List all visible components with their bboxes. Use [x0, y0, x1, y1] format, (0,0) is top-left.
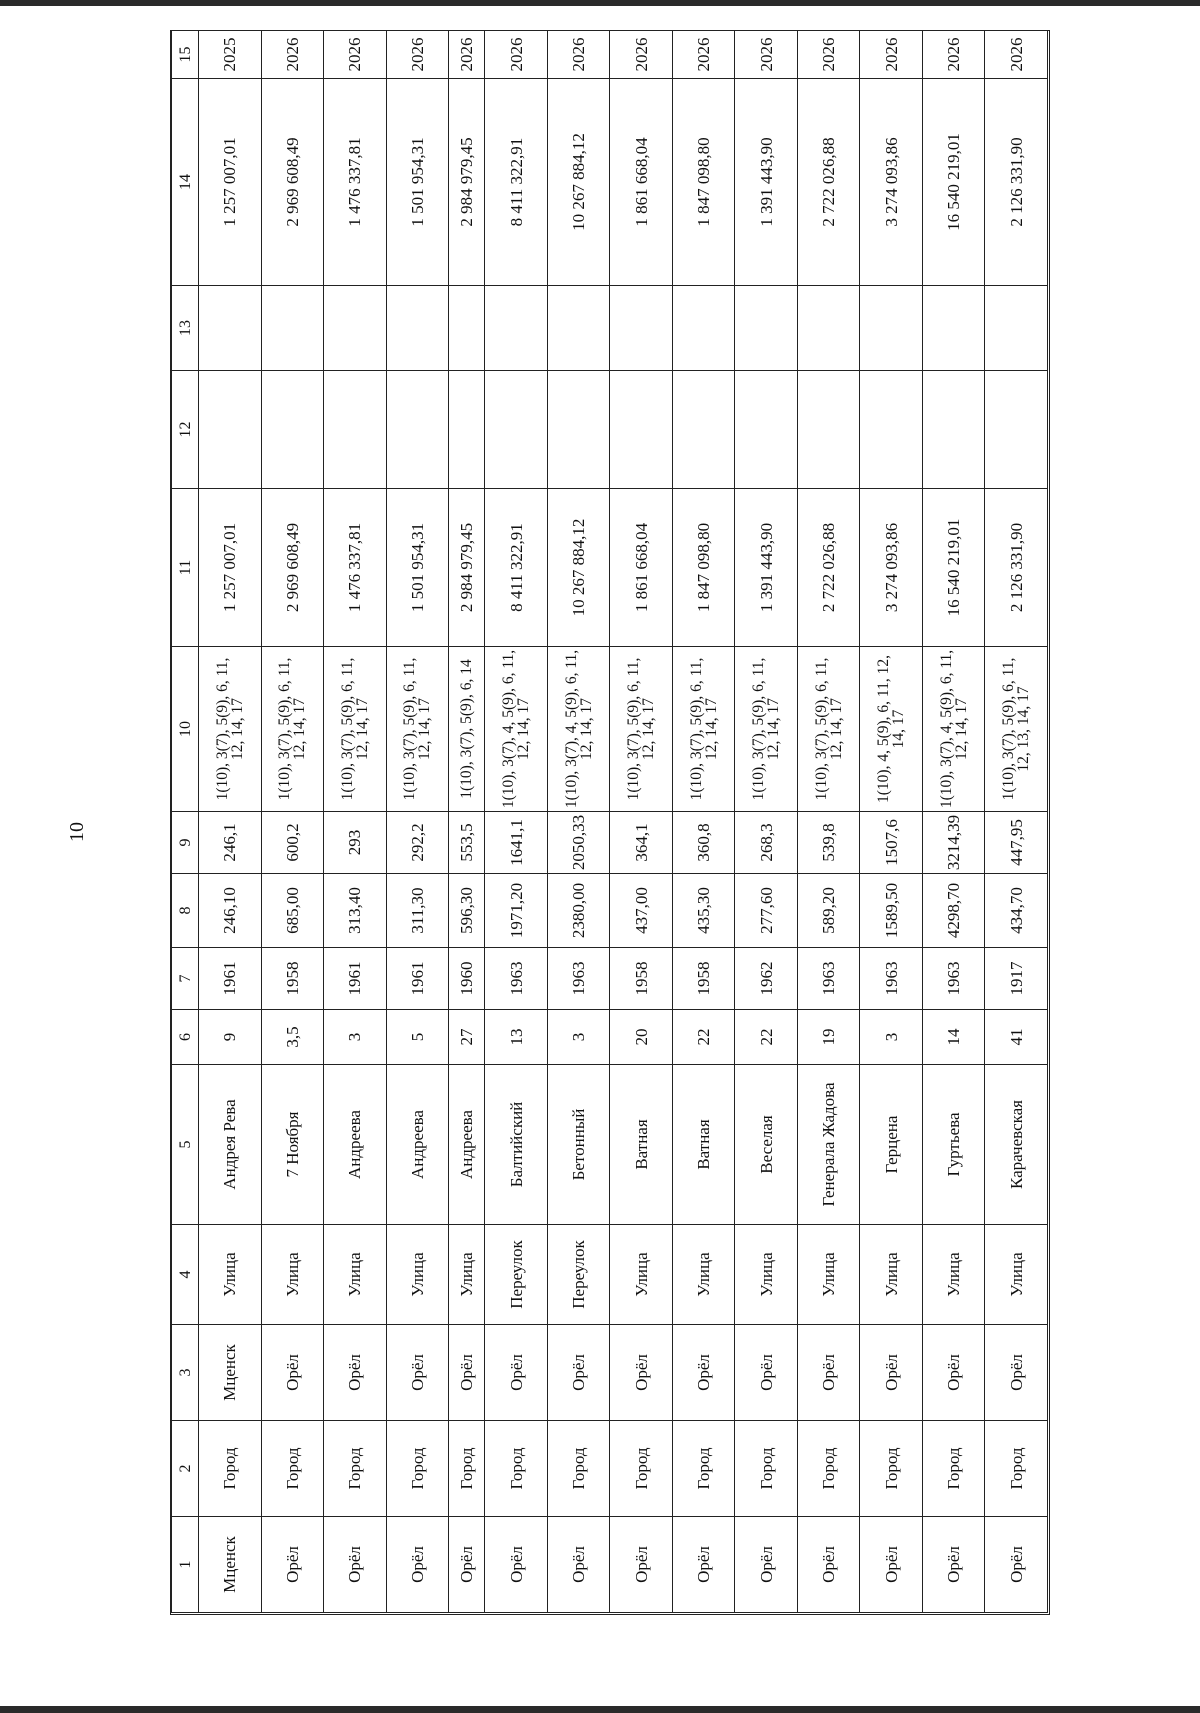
table-cell-col-4: Улица: [860, 1225, 923, 1325]
table-cell-col-3: Орёл: [261, 1325, 324, 1421]
table-cell-col-11: 1 391 443,90: [735, 489, 798, 647]
table-cell-col-7: 1960: [449, 948, 485, 1010]
table-cell-col-12: [860, 371, 923, 489]
column-number-5: 5: [172, 1065, 199, 1225]
table-cell-col-15: 2026: [449, 31, 485, 79]
table-row: [672, 31, 735, 1613]
table-cell-col-13: [985, 286, 1048, 371]
table-cell-col-10: 1(10), 4, 5(9), 6, 11, 12, 14, 17: [860, 647, 923, 812]
table-cell-col-14: 16 540 219,01: [922, 79, 985, 286]
table-cell-col-3: Орёл: [324, 1325, 387, 1421]
table-cell-col-5: Герцена: [860, 1065, 923, 1225]
table-cell-col-9: 246,1: [199, 812, 262, 874]
table-cell-col-10: 1(10), 3(7), 5(9), 6, 11, 12, 14, 17: [610, 647, 673, 812]
table-cell-col-13: [386, 286, 449, 371]
table-row: [797, 31, 860, 1613]
table-cell-col-1: Орёл: [672, 1517, 735, 1613]
table-cell-col-2: Город: [860, 1421, 923, 1517]
table-row: [547, 31, 610, 1613]
bottom-scan-edge: [0, 1706, 1200, 1713]
table-cell-col-10: 1(10), 3(7), 4, 5(9), 6, 11, 12, 14, 17: [922, 647, 985, 812]
table-cell-col-11: 3 274 093,86: [860, 489, 923, 647]
table-body: [199, 31, 1048, 1613]
column-number-8: 8: [172, 874, 199, 948]
table-cell-col-5: Генерала Жадова: [797, 1065, 860, 1225]
table-cell-col-11: 2 969 608,49: [261, 489, 324, 647]
table-cell-col-11: 1 476 337,81: [324, 489, 387, 647]
column-number-11: 11: [172, 489, 199, 647]
table-cell-col-2: Город: [485, 1421, 548, 1517]
top-scan-edge: [0, 0, 1200, 6]
table-cell-col-9: 360,8: [672, 812, 735, 874]
table-cell-col-8: 313,40: [324, 874, 387, 948]
table-cell-col-8: 434,70: [985, 874, 1048, 948]
table-cell-col-7: 1963: [860, 948, 923, 1010]
table-cell-col-4: Улица: [610, 1225, 673, 1325]
table-cell-col-6: 14: [922, 1010, 985, 1065]
table-cell-col-5: Андреева: [324, 1065, 387, 1225]
table-cell-col-9: 268,3: [735, 812, 798, 874]
table-cell-col-3: Орёл: [610, 1325, 673, 1421]
table-cell-col-1: Орёл: [860, 1517, 923, 1613]
table-cell-col-8: 589,20: [797, 874, 860, 948]
table-cell-col-1: Орёл: [449, 1517, 485, 1613]
table-cell-col-6: 5: [386, 1010, 449, 1065]
table-cell-col-7: 1963: [922, 948, 985, 1010]
table-cell-col-9: 553,5: [449, 812, 485, 874]
table-cell-col-6: 20: [610, 1010, 673, 1065]
table-row: [735, 31, 798, 1613]
table-cell-col-4: Переулок: [485, 1225, 548, 1325]
table-cell-col-7: 1961: [324, 948, 387, 1010]
column-number-3: 3: [172, 1325, 199, 1421]
table-cell-col-2: Город: [797, 1421, 860, 1517]
table-row: [261, 31, 324, 1613]
table-cell-col-13: [324, 286, 387, 371]
table-cell-col-13: [610, 286, 673, 371]
table-cell-col-1: Орёл: [261, 1517, 324, 1613]
table-cell-col-12: [449, 371, 485, 489]
table-cell-col-6: 9: [199, 1010, 262, 1065]
table-cell-col-9: 3214,39: [922, 812, 985, 874]
table-cell-col-15: 2025: [199, 31, 262, 79]
table-cell-col-3: Орёл: [547, 1325, 610, 1421]
table-cell-col-2: Город: [324, 1421, 387, 1517]
table-cell-col-5: Веселая: [735, 1065, 798, 1225]
table-cell-col-4: Улица: [386, 1225, 449, 1325]
table-cell-col-3: Орёл: [735, 1325, 798, 1421]
table-cell-col-15: 2026: [324, 31, 387, 79]
table-cell-col-14: 2 126 331,90: [985, 79, 1048, 286]
table-cell-col-11: 1 861 668,04: [610, 489, 673, 647]
table-cell-col-9: 600,2: [261, 812, 324, 874]
table-cell-col-10: 1(10), 3(7), 5(9), 6, 14: [449, 647, 485, 812]
table-cell-col-14: 2 969 608,49: [261, 79, 324, 286]
table-cell-col-5: Ватная: [672, 1065, 735, 1225]
rotated-table-container: [171, 31, 1048, 1613]
table-cell-col-7: 1963: [547, 948, 610, 1010]
table-cell-col-13: [860, 286, 923, 371]
table-cell-col-7: 1963: [797, 948, 860, 1010]
table-cell-col-9: 1507,6: [860, 812, 923, 874]
table-cell-col-8: 2380,00: [547, 874, 610, 948]
table-cell-col-11: 16 540 219,01: [922, 489, 985, 647]
table-cell-col-10: 1(10), 3(7), 5(9), 6, 11, 12, 14, 17: [735, 647, 798, 812]
table-cell-col-2: Город: [199, 1421, 262, 1517]
table-cell-col-3: Орёл: [672, 1325, 735, 1421]
table-cell-col-13: [449, 286, 485, 371]
table-cell-col-2: Город: [261, 1421, 324, 1517]
table-cell-col-8: 1589,50: [860, 874, 923, 948]
table-cell-col-15: 2026: [672, 31, 735, 79]
table-cell-col-3: Орёл: [485, 1325, 548, 1421]
table-cell-col-14: 3 274 093,86: [860, 79, 923, 286]
table-cell-col-14: 1 476 337,81: [324, 79, 387, 286]
column-number-14: 14: [172, 79, 199, 286]
table-cell-col-15: 2026: [485, 31, 548, 79]
table-cell-col-6: 3,5: [261, 1010, 324, 1065]
table-cell-col-15: 2026: [922, 31, 985, 79]
table-cell-col-14: 1 861 668,04: [610, 79, 673, 286]
table-cell-col-12: [324, 371, 387, 489]
table-cell-col-4: Улица: [449, 1225, 485, 1325]
column-number-7: 7: [172, 948, 199, 1010]
table-cell-col-1: Орёл: [985, 1517, 1048, 1613]
table-cell-col-5: Андреева: [386, 1065, 449, 1225]
table-cell-col-9: 539,8: [797, 812, 860, 874]
table-cell-col-8: 4298,70: [922, 874, 985, 948]
table-cell-col-1: Орёл: [610, 1517, 673, 1613]
table-cell-col-6: 22: [735, 1010, 798, 1065]
table-cell-col-8: 246,10: [199, 874, 262, 948]
table-cell-col-8: 685,00: [261, 874, 324, 948]
table-cell-col-15: 2026: [860, 31, 923, 79]
table-cell-col-12: [610, 371, 673, 489]
table-cell-col-12: [547, 371, 610, 489]
table-cell-col-10: 1(10), 3(7), 5(9), 6, 11, 12, 14, 17: [261, 647, 324, 812]
table-row: [985, 31, 1048, 1613]
table-cell-col-6: 3: [324, 1010, 387, 1065]
table-cell-col-3: Орёл: [922, 1325, 985, 1421]
table-cell-col-13: [547, 286, 610, 371]
table-cell-col-8: 277,60: [735, 874, 798, 948]
table-cell-col-13: [261, 286, 324, 371]
table-cell-col-8: 437,00: [610, 874, 673, 948]
table-cell-col-10: 1(10), 3(7), 5(9), 6, 11, 12, 14, 17: [324, 647, 387, 812]
table-cell-col-8: 435,30: [672, 874, 735, 948]
table-row: [449, 31, 485, 1613]
table-cell-col-10: 1(10), 3(7), 5(9), 6, 11, 12, 14, 17: [797, 647, 860, 812]
table-row: [922, 31, 985, 1613]
table-row: [860, 31, 923, 1613]
column-number-15: 15: [172, 31, 199, 79]
table-cell-col-7: 1961: [386, 948, 449, 1010]
table-cell-col-12: [261, 371, 324, 489]
table-row: [386, 31, 449, 1613]
table-cell-col-6: 13: [485, 1010, 548, 1065]
page-number: 10: [66, 822, 88, 842]
table-cell-col-1: Орёл: [735, 1517, 798, 1613]
table-cell-col-7: 1963: [485, 948, 548, 1010]
table-cell-col-5: Балтийский: [485, 1065, 548, 1225]
table-cell-col-12: [922, 371, 985, 489]
table-cell-col-11: 2 126 331,90: [985, 489, 1048, 647]
table-cell-col-10: 1(10), 3(7), 5(9), 6, 11, 12, 14, 17: [386, 647, 449, 812]
column-number-2: 2: [172, 1421, 199, 1517]
table-cell-col-13: [797, 286, 860, 371]
table-cell-col-7: 1958: [672, 948, 735, 1010]
table-cell-col-4: Улица: [324, 1225, 387, 1325]
table-cell-col-1: Орёл: [485, 1517, 548, 1613]
table-cell-col-6: 19: [797, 1010, 860, 1065]
table-cell-col-2: Город: [449, 1421, 485, 1517]
table-cell-col-10: 1(10), 3(7), 5(9), 6, 11, 12, 14, 17: [672, 647, 735, 812]
table-cell-col-3: Орёл: [860, 1325, 923, 1421]
table-cell-col-2: Город: [547, 1421, 610, 1517]
table-cell-col-6: 27: [449, 1010, 485, 1065]
table-cell-col-14: 8 411 322,91: [485, 79, 548, 286]
table-cell-col-14: 1 501 954,31: [386, 79, 449, 286]
table-cell-col-5: Андреева: [449, 1065, 485, 1225]
table-cell-col-2: Город: [386, 1421, 449, 1517]
table-cell-col-12: [735, 371, 798, 489]
table-cell-col-4: Улица: [261, 1225, 324, 1325]
column-number-10: 10: [172, 647, 199, 812]
table-cell-col-14: 1 391 443,90: [735, 79, 798, 286]
table-cell-col-10: 1(10), 3(7), 5(9), 6, 11, 12, 14, 17: [199, 647, 262, 812]
table-cell-col-6: 3: [547, 1010, 610, 1065]
table-cell-col-1: Орёл: [547, 1517, 610, 1613]
table-cell-col-12: [386, 371, 449, 489]
table-cell-col-1: Мценск: [199, 1517, 262, 1613]
table-cell-col-5: 7 Ноября: [261, 1065, 324, 1225]
table-cell-col-10: 1(10), 3(7), 4, 5(9), 6, 11, 12, 14, 17: [547, 647, 610, 812]
housing-register-table: [171, 30, 1048, 1613]
table-cell-col-12: [797, 371, 860, 489]
table-cell-col-4: Переулок: [547, 1225, 610, 1325]
table-cell-col-9: 292,2: [386, 812, 449, 874]
table-cell-col-5: Ватная: [610, 1065, 673, 1225]
table-cell-col-4: Улица: [922, 1225, 985, 1325]
column-number-12: 12: [172, 371, 199, 489]
table-cell-col-12: [485, 371, 548, 489]
table-cell-col-4: Улица: [199, 1225, 262, 1325]
column-number-row: [172, 31, 199, 1613]
table-cell-col-9: 447,95: [985, 812, 1048, 874]
table-cell-col-11: 1 847 098,80: [672, 489, 735, 647]
table-cell-col-11: 2 984 979,45: [449, 489, 485, 647]
table-cell-col-11: 8 411 322,91: [485, 489, 548, 647]
table-cell-col-13: [922, 286, 985, 371]
table-cell-col-14: 10 267 884,12: [547, 79, 610, 286]
table-cell-col-13: [672, 286, 735, 371]
table-cell-col-2: Город: [735, 1421, 798, 1517]
table-cell-col-6: 41: [985, 1010, 1048, 1065]
table-cell-col-1: Орёл: [386, 1517, 449, 1613]
table-cell-col-3: Орёл: [797, 1325, 860, 1421]
table-cell-col-15: 2026: [735, 31, 798, 79]
table-cell-col-2: Город: [922, 1421, 985, 1517]
table-cell-col-11: 1 501 954,31: [386, 489, 449, 647]
table-cell-col-1: Орёл: [797, 1517, 860, 1613]
table-cell-col-14: 2 984 979,45: [449, 79, 485, 286]
table-cell-col-15: 2026: [610, 31, 673, 79]
table-cell-col-9: 293: [324, 812, 387, 874]
table-row: [199, 31, 262, 1613]
table-cell-col-5: Андрея Рева: [199, 1065, 262, 1225]
table-cell-col-15: 2026: [547, 31, 610, 79]
table-cell-col-12: [672, 371, 735, 489]
table-cell-col-15: 2026: [797, 31, 860, 79]
table-cell-col-14: 1 257 007,01: [199, 79, 262, 286]
table-cell-col-13: [199, 286, 262, 371]
table-row: [485, 31, 548, 1613]
table-cell-col-13: [735, 286, 798, 371]
table-cell-col-15: 2026: [985, 31, 1048, 79]
table-cell-col-8: 1971,20: [485, 874, 548, 948]
table-cell-col-7: 1958: [610, 948, 673, 1010]
table-cell-col-12: [199, 371, 262, 489]
table-cell-col-4: Улица: [735, 1225, 798, 1325]
table-cell-col-9: 364,1: [610, 812, 673, 874]
table-cell-col-8: 596,30: [449, 874, 485, 948]
table-cell-col-10: 1(10), 3(7), 5(9), 6, 11, 12, 13, 14, 17: [985, 647, 1048, 812]
table-cell-col-14: 2 722 026,88: [797, 79, 860, 286]
table-cell-col-4: Улица: [672, 1225, 735, 1325]
table-cell-col-7: 1962: [735, 948, 798, 1010]
table-cell-col-2: Город: [672, 1421, 735, 1517]
table-cell-col-5: Бетонный: [547, 1065, 610, 1225]
table-cell-col-3: Орёл: [985, 1325, 1048, 1421]
table-cell-col-13: [485, 286, 548, 371]
table-cell-col-3: Орёл: [449, 1325, 485, 1421]
table-cell-col-3: Орёл: [386, 1325, 449, 1421]
table-cell-col-10: 1(10), 3(7), 4, 5(9), 6, 11, 12, 14, 17: [485, 647, 548, 812]
table-cell-col-5: Карачевская: [985, 1065, 1048, 1225]
table-cell-col-8: 311,30: [386, 874, 449, 948]
register-table-frame: [170, 30, 1050, 1615]
table-cell-col-7: 1958: [261, 948, 324, 1010]
table-cell-col-4: Улица: [797, 1225, 860, 1325]
table-cell-col-9: 1641,1: [485, 812, 548, 874]
column-number-9: 9: [172, 812, 199, 874]
table-cell-col-1: Орёл: [324, 1517, 387, 1613]
column-number-13: 13: [172, 286, 199, 371]
table-cell-col-11: 1 257 007,01: [199, 489, 262, 647]
table-cell-col-6: 22: [672, 1010, 735, 1065]
table-cell-col-2: Город: [985, 1421, 1048, 1517]
table-cell-col-4: Улица: [985, 1225, 1048, 1325]
table-cell-col-15: 2026: [386, 31, 449, 79]
table-cell-col-12: [985, 371, 1048, 489]
column-number-1: 1: [172, 1517, 199, 1613]
table-cell-col-7: 1961: [199, 948, 262, 1010]
table-row: [610, 31, 673, 1613]
table-cell-col-11: 10 267 884,12: [547, 489, 610, 647]
table-cell-col-6: 3: [860, 1010, 923, 1065]
column-number-6: 6: [172, 1010, 199, 1065]
table-cell-col-14: 1 847 098,80: [672, 79, 735, 286]
column-number-4: 4: [172, 1225, 199, 1325]
table-cell-col-7: 1917: [985, 948, 1048, 1010]
table-cell-col-3: Мценск: [199, 1325, 262, 1421]
table-cell-col-15: 2026: [261, 31, 324, 79]
table-row: [324, 31, 387, 1613]
table-cell-col-9: 2050,33: [547, 812, 610, 874]
table-cell-col-2: Город: [610, 1421, 673, 1517]
table-cell-col-1: Орёл: [922, 1517, 985, 1613]
table-cell-col-11: 2 722 026,88: [797, 489, 860, 647]
table-cell-col-5: Гуртьева: [922, 1065, 985, 1225]
